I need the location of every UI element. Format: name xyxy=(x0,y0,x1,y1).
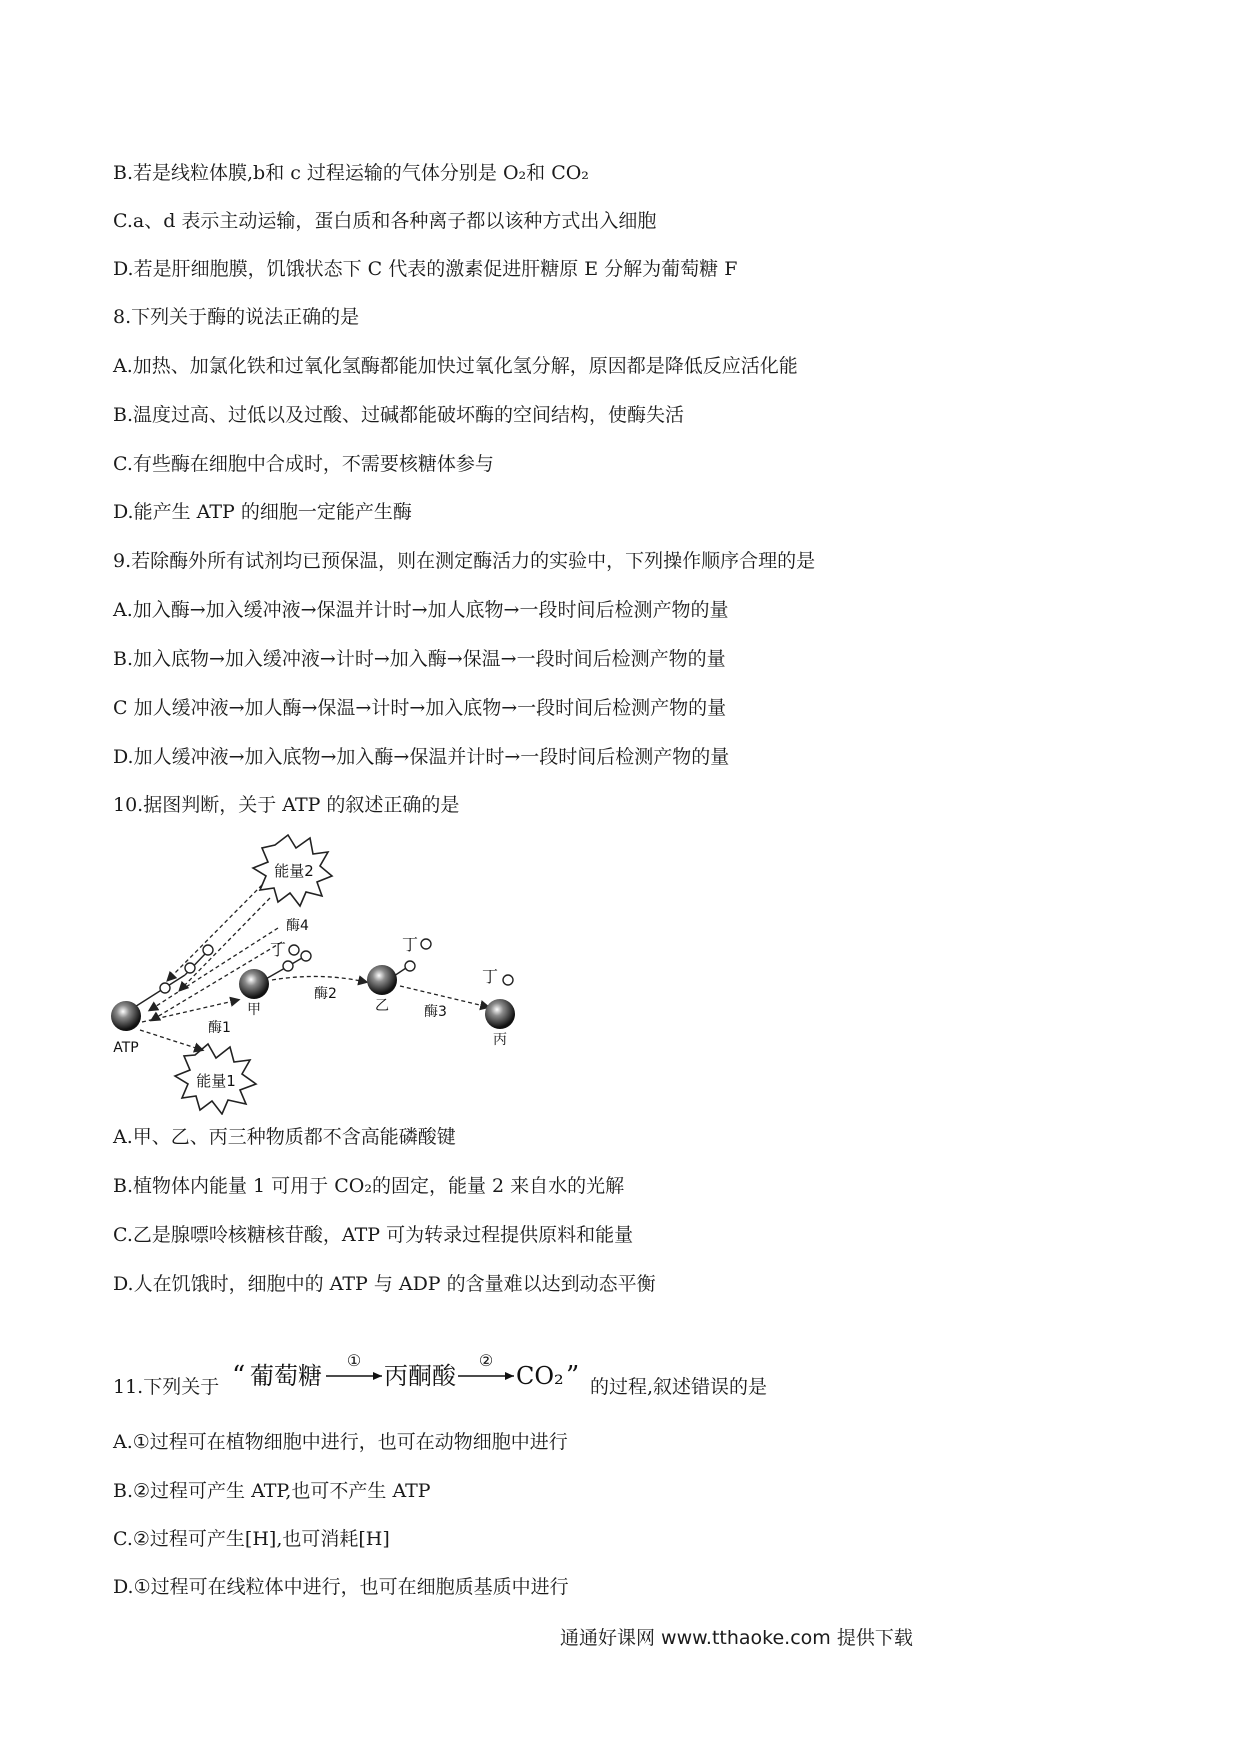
pi-label-2: 丁 xyxy=(402,935,419,954)
bing-molecule xyxy=(485,999,515,1048)
yi-label: 乙 xyxy=(375,998,389,1014)
q9-option-d: D.加人缓冲液→加入底物→加入酶→保温并计时→一段时间后检测产物的量 xyxy=(113,746,730,768)
enzyme4-label: 酶4 xyxy=(286,918,309,934)
atp-label: ATP xyxy=(113,1040,139,1056)
q10-option-d: D.人在饥饿时，细胞中的 ATP 与 ADP 的含量难以达到动态平衡 xyxy=(113,1273,656,1295)
q7-option-b: B.若是线粒体膜,b和 c 过程运输的气体分别是 O₂和 CO₂ xyxy=(113,162,589,184)
energy2-burst xyxy=(253,835,332,906)
q9-option-b: B.加入底物→加入缓冲液→计时→加入酶→保温→一段时间后检测产物的量 xyxy=(113,648,726,670)
enzyme1-label: 酶1 xyxy=(208,1020,231,1036)
formula-pyruvate: 丙酮酸 xyxy=(384,1362,456,1390)
pi-label-3: 丁 xyxy=(482,967,499,986)
pi-label-1: 丁 xyxy=(270,940,287,959)
formula-close-quote: ” xyxy=(566,1361,580,1391)
energy1-label: 能量1 xyxy=(196,1072,236,1090)
enzyme4-arrows xyxy=(150,885,282,1020)
formula-step1: ① xyxy=(346,1351,362,1370)
q10-option-a: A.甲、乙、丙三种物质都不含高能磷酸键 xyxy=(113,1126,456,1148)
q11-formula xyxy=(232,1346,582,1396)
q11-stem-prefix: 11.下列关于 xyxy=(113,1376,220,1398)
q11-option-d: D.①过程可在线粒体中进行，也可在细胞质基质中进行 xyxy=(113,1576,569,1598)
q8-stem: 8.下列关于酶的说法正确的是 xyxy=(113,306,360,328)
bing-label: 丙 xyxy=(493,1032,507,1048)
energy2-label: 能量2 xyxy=(274,862,314,880)
q7-option-d: D.若是肝细胞膜，饥饿状态下 C 代表的激素促进肝糖原 E 分解为葡萄糖 F xyxy=(113,258,738,280)
formula-step2: ② xyxy=(478,1351,494,1370)
q8-option-a: A.加热、加氯化铁和过氧化氢酶都能加快过氧化氢分解，原因都是降低反应活化能 xyxy=(113,355,798,377)
q11-option-b: B.②过程可产生 ATP,也可不产生 ATP xyxy=(113,1480,431,1502)
q8-option-d: D.能产生 ATP 的细胞一定能产生酶 xyxy=(113,501,412,523)
q11-stem-suffix: 的过程,叙述错误的是 xyxy=(590,1376,768,1398)
q9-option-a: A.加入酶→加入缓冲液→保温并计时→加人底物→一段时间后检测产物的量 xyxy=(113,599,729,621)
q11-option-c: C.②过程可产生[H],也可消耗[H] xyxy=(113,1528,390,1550)
atp-molecule xyxy=(111,945,213,1056)
formula-open-quote: “ xyxy=(232,1361,246,1391)
q9-option-c: C 加人缓冲液→加人酶→保温→计时→加入底物→一段时间后检测产物的量 xyxy=(113,697,727,719)
enzyme2-label: 酶2 xyxy=(314,986,337,1002)
q9-stem: 9.若除酶外所有试剂均已预保温，则在测定酶活力的实验中，下列操作顺序合理的是 xyxy=(113,550,816,572)
q8-option-c: C.有些酶在细胞中合成时，不需要核糖体参与 xyxy=(113,453,494,475)
q10-stem: 10.据图判断，关于 ATP 的叙述正确的是 xyxy=(113,794,460,816)
jia-label: 甲 xyxy=(247,1002,261,1018)
formula-glucose: 葡萄糖 xyxy=(250,1362,322,1390)
q10-option-c: C.乙是腺嘌呤核糖核苷酸，ATP 可为转录过程提供原料和能量 xyxy=(113,1224,634,1246)
q8-option-b: B.温度过高、过低以及过酸、过碱都能破坏酶的空间结构，使酶失活 xyxy=(113,404,685,426)
formula-co2: CO₂ xyxy=(516,1362,564,1390)
energy1-burst xyxy=(175,1044,256,1114)
enzyme3-label: 酶3 xyxy=(424,1004,447,1020)
q11-option-a: A.①过程可在植物细胞中进行，也可在动物细胞中进行 xyxy=(113,1431,568,1453)
atp-diagram xyxy=(110,830,630,1115)
q10-option-b: B.植物体内能量 1 可用于 CO₂的固定，能量 2 来自水的光解 xyxy=(113,1175,625,1197)
q7-option-c: C.a、d 表示主动运输，蛋白质和各种离子都以该种方式出入细胞 xyxy=(113,210,657,232)
page-footer: 通通好课网 www.tthaoke.com 提供下载 xyxy=(560,1627,913,1649)
